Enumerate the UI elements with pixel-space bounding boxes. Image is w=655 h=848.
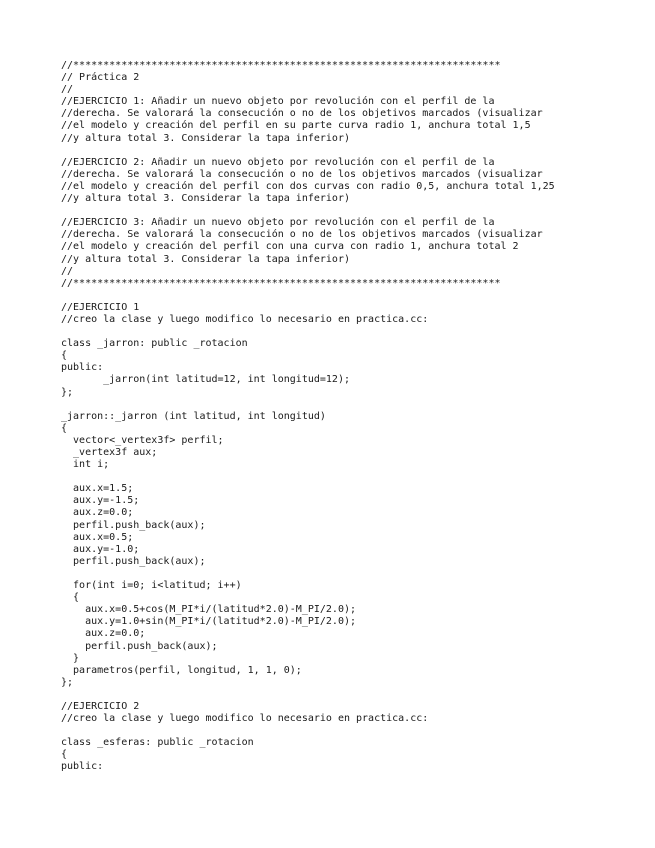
code-line: //derecha. Se valorará la consecución o no de los objetivos marcados (visualizar [61,229,543,241]
code-line [61,471,555,483]
code-line: _jarron(int latitud=12, int longitud=12); [61,374,350,386]
code-line: // [61,265,74,277]
code-line: perfil.push_back(aux); [61,555,206,567]
code-line: // Práctica 2 [61,72,140,84]
code-line: //creo la clase y luego modifico lo necesario en practica.cc: [61,313,429,325]
code-line: }; [61,386,74,398]
code-line: //el modelo y creación del perfil en su parte curva radio 1, anchura total 1,5 [61,120,531,132]
code-line: aux.z=0.0; [61,507,134,519]
code-line: { [61,592,80,604]
code-line: //derecha. Se valorará la consecución o no de los objetivos marcados (visualizar [61,168,543,180]
code-line: aux.y=-1.5; [61,495,140,507]
code-line [61,725,555,737]
code-line [61,326,555,338]
code-line: //derecha. Se valorará la consecución o no de los objetivos marcados (visualizar [61,108,543,120]
code-line: aux.x=0.5; [61,531,134,543]
code-line: //EJERCICIO 2: Añadir un nuevo objeto por revolución con el perfil de la [61,156,495,168]
code-line: perfil.push_back(aux); [61,519,206,531]
code-line: class _jarron: public _rotacion [61,338,248,350]
code-line: //y altura total 3. Considerar la tapa inferior) [61,253,350,265]
code-line: aux.z=0.0; [61,628,146,640]
code-line: public: [61,362,104,374]
code-line [61,399,555,411]
code-line: int i; [61,459,110,471]
code-line: aux.x=0.5+cos(M_PI*i/(latitud*2.0)-M_PI/2.0); [61,604,357,616]
code-line: //el modelo y creación del perfil con una curva con radio 1, anchura total 2 [61,241,519,253]
code-line: //*********************************************************************** [61,277,501,289]
code-line: //EJERCICIO 2 [61,700,140,712]
code-line: //creo la clase y luego modifico lo necesario en practica.cc: [61,713,429,725]
code-line: //EJERCICIO 1 [61,301,140,313]
code-line: //EJERCICIO 1: Añadir un nuevo objeto por revolución con el perfil de la [61,96,495,108]
code-line: class _esferas: public _rotacion [61,737,254,749]
code-line: vector<_vertex3f> perfil; [61,434,224,446]
code-line: } [61,652,80,664]
code-line: //y altura total 3. Considerar la tapa inferior) [61,193,350,205]
code-line: _jarron::_jarron (int latitud, int longitud) [61,410,326,422]
code-line [61,290,555,302]
code-line: aux.y=1.0+sin(M_PI*i/(latitud*2.0)-M_PI/2.0); [61,616,357,628]
code-line: aux.x=1.5; [61,483,134,495]
code-line: { [61,350,68,362]
code-line: //y altura total 3. Considerar la tapa inferior) [61,132,350,144]
code-listing [61,60,555,774]
code-line: //EJERCICIO 3: Añadir un nuevo objeto por revolución con el perfil de la [61,217,495,229]
code-line: perfil.push_back(aux); [61,640,218,652]
code-line [61,689,555,701]
code-line: _vertex3f aux; [61,447,158,458]
code-line: aux.y=-1.0; [61,543,140,555]
code-line [61,205,555,217]
code-line: parametros(perfil, longitud, 1, 1, 0); [61,664,302,676]
code-line: for(int i=0; i<latitud; i++) [61,580,242,592]
code-line: // [61,84,74,96]
code-line: }; [61,676,74,688]
code-line: //el modelo y creación del perfil con dos curvas con radio 0,5, anchura total 1,25 [61,180,555,192]
code-line: //*********************************************************************** [61,60,501,71]
code-line: { [61,749,68,761]
code-line [61,145,555,157]
code-line [61,568,555,580]
code-line: { [61,422,68,434]
code-line: public: [61,761,104,773]
